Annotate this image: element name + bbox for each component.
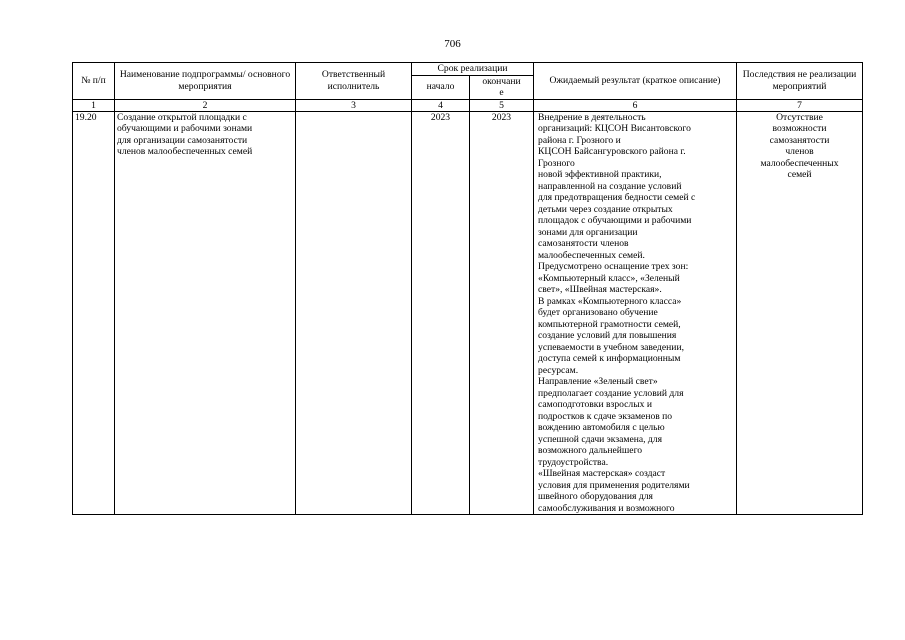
text-line: Направление «Зеленый свет» — [538, 376, 658, 387]
consequences — [739, 112, 860, 181]
header-num: № п/п — [73, 63, 115, 100]
column-number: 7 — [737, 99, 863, 111]
text-line: предполагает создание условий для — [538, 387, 684, 399]
header-end-line: окончани — [482, 75, 521, 87]
text-line: В рамках «Компьютерного класса» — [538, 295, 682, 307]
header-term: Срок реализации — [412, 63, 534, 76]
text-line: малообеспеченных семей. — [538, 249, 645, 261]
text-line: создание условий для повышения — [538, 330, 677, 341]
column-number: 3 — [296, 99, 412, 111]
text-line: направленной на создание условий — [538, 180, 682, 192]
text-line: доступа семей к информационным — [538, 353, 681, 364]
expected-result-cell — [534, 111, 737, 515]
text-line: условия для применения родителями — [538, 479, 690, 491]
text-line: зонами для организации — [538, 226, 638, 238]
column-number: 6 — [534, 99, 737, 111]
text-line: подростков к сдаче экзаменов по — [538, 410, 673, 422]
column-number-row — [73, 99, 863, 111]
text-line: Создание открытой площадки с — [117, 111, 247, 123]
text-line: самоподготовки взрослых и — [538, 399, 652, 410]
text-line: Внедрение в деятельность — [538, 111, 646, 123]
text-line: Грозного — [538, 157, 575, 169]
text-line: обучающими и рабочими зонами — [117, 123, 253, 134]
text-line: будет организовано обучение — [538, 307, 658, 318]
text-line: «Швейная мастерская» создаст — [538, 468, 666, 479]
text-line: возможного дальнейшего — [538, 445, 643, 456]
text-line: организаций: КЦСОН Висантовского — [538, 123, 691, 134]
header-end-lines — [472, 76, 531, 99]
text-line: самозанятости членов — [538, 238, 629, 249]
text-line: площадок с обучающими и рабочими — [538, 215, 692, 226]
text-line: Отсутствие — [776, 111, 823, 123]
row-number: 19.20 — [73, 111, 115, 515]
text-line: самозанятости — [769, 134, 830, 146]
table-row — [73, 111, 863, 515]
text-line: района г. Грозного и — [538, 134, 621, 146]
text-line: трудоустройства. — [538, 456, 609, 468]
column-number: 2 — [115, 99, 296, 111]
text-line: детьми через создание открытых — [538, 203, 673, 215]
column-number: 1 — [73, 99, 115, 111]
header-start: начало — [412, 75, 470, 99]
start-year: 2023 — [412, 111, 470, 515]
header-end-line: е — [499, 87, 504, 98]
text-line: малообеспеченных — [760, 157, 839, 169]
page-number: 706 — [444, 38, 461, 50]
activities-table — [72, 62, 863, 515]
text-line: самообслуживания и возможного — [538, 502, 675, 514]
text-line: КЦСОН Байсангуровского района г. — [538, 146, 686, 157]
text-line: «Компьютерный класс», «Зеленый — [538, 272, 680, 284]
text-line: вождению автомобиля с целью — [538, 422, 665, 433]
text-line: успеваемости в учебном заведении, — [538, 341, 684, 353]
activity-name-cell — [115, 111, 296, 515]
text-line: семей — [787, 169, 812, 180]
header-result: Ожидаемый результат (краткое описание) — [534, 63, 737, 100]
column-number: 4 — [412, 99, 470, 111]
activity-name — [117, 112, 293, 158]
consequences-cell — [737, 111, 863, 515]
header-executor: Ответственный исполнитель — [296, 63, 412, 100]
text-line: для предотвращения бедности семей с — [538, 192, 696, 203]
text-line: Предусмотрено оснащение трех зон: — [538, 261, 689, 272]
header-name: Наименование подпрограммы/ основного мероприятия — [115, 63, 296, 100]
text-line: членов — [785, 146, 814, 157]
text-line: для организации самозанятости — [117, 134, 248, 146]
text-line: швейного оборудования для — [538, 491, 653, 502]
end-year: 2023 — [470, 111, 534, 515]
column-number: 5 — [470, 99, 534, 111]
header-end — [470, 75, 534, 99]
text-line: компьютерной грамотности семей, — [538, 318, 681, 330]
expected-result — [538, 112, 734, 515]
text-line: членов малообеспеченных семей — [117, 146, 253, 157]
executor-cell — [296, 111, 412, 515]
text-line: ресурсам. — [538, 364, 579, 376]
text-line: свет», «Швейная мастерская». — [538, 284, 662, 295]
header-consequences: Последствия не реализации мероприятий — [737, 63, 863, 100]
text-line: успешной сдачи экзамена, для — [538, 433, 662, 445]
text-line: новой эффективной практики, — [538, 169, 662, 180]
text-line: возможности — [772, 123, 827, 134]
